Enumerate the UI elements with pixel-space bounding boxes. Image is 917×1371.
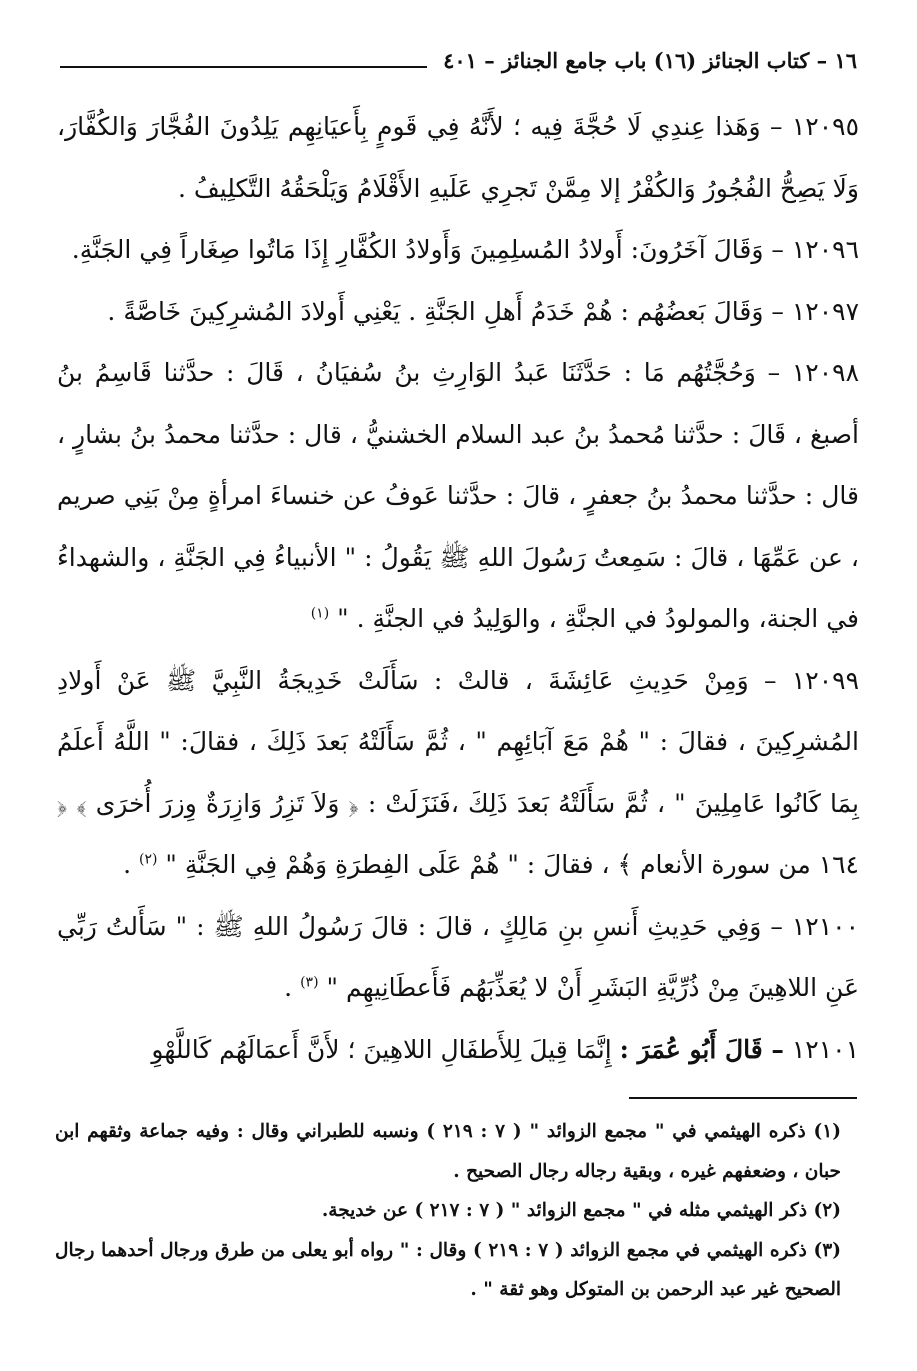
paragraph-text: إِنَّمَا قِيلَ لِلأَطفَالِ اللاهِينَ ؛ لأَنَّ أَعمَالَهُم كَاللَّهْوِ xyxy=(151,1034,612,1064)
footnote-ref-1[interactable]: (١) xyxy=(310,605,330,622)
paragraph-12098 xyxy=(57,342,859,650)
paragraph-lead: – قَالَ أَبُو عُمَرَ : xyxy=(619,1034,784,1064)
paragraph-text: – وَقَالَ آخَرُونَ: أَولادُ المُسلِمِينَ وَأَولادُ الكُفَّارِ إِذَا مَاتُوا صِغَاراً فِي الجَنَّةِ. xyxy=(71,235,784,264)
paragraph-number: ١٢٠٩٦ xyxy=(791,235,859,264)
footnote-ref-3[interactable]: (٣) xyxy=(300,974,319,991)
footnote-3 xyxy=(55,1231,841,1310)
footnote-2 xyxy=(55,1191,841,1231)
footnote-ref-2[interactable]: (٢) xyxy=(138,851,158,868)
paragraph-number: ١٢٠٩٨ xyxy=(791,358,859,387)
footnote-text: ذكر الهيثمي مثله في " مجمع الزوائد " ( ٧ : ٢١٧ ) عن خديجة. xyxy=(321,1200,808,1221)
footnote-1 xyxy=(55,1112,841,1191)
paragraph-text: – وَمِنْ حَدِيثِ عَائِشَةَ ، قالتْ : سَأَلَتْ خَدِيجَةُ النَّبِيَّ ﷺ عَنْ أَولادِ المُشرِكِينَ ، فقالَ : " هُمْ مَعَ آبَائِهِم " ، ثُمَّ سَأَلَتْهُ بَعدَ ذَلِكَ ، فقالَ: " اللَّهُ أَعلَمُ بِمَا كَانُوا عَامِلِينَ " ، ثُمَّ سَأَلَتْهُ بَعدَ ذَلِكَ ،فَنَزَلَتْ : ﴿ وَلاَ تَزِرُ وَازِرَةٌ وِزرَ أُخرَى ﴾ ﴿ ١٦٤ من سورة الأنعام ﴾ ، فقالَ : " هُمْ عَلَى الفِطرَةِ وَهُمْ فِي الجَنَّةِ " xyxy=(57,665,859,879)
paragraph-12100 xyxy=(57,896,859,1019)
paragraph-12095 xyxy=(57,96,859,219)
paragraph-text: – وَهَذا عِندِي لَا حُجَّةَ فِيه ؛ لأَنَّهُ فِي قَومٍ بِأَعيَانِهِم يَلِدُونَ الفُجَّارَ وَالكُفَّارَ، وَلَا يَصِحُّ الفُجُورُ وَالكُفْرُ إلا مِمَّنْ تَجرِي عَلَيهِ الأَقْلَامُ وَيَلْحَقُهُ التَّكلِيفُ . xyxy=(57,112,859,203)
paragraph-number: ١٢٠٩٧ xyxy=(791,296,859,326)
footnote-separator xyxy=(629,1097,857,1099)
paragraph-text: – وَقَالَ بَعضُهُم : هُمْ خَدَمُ أَهلِ الجَنَّةِ . يَعْنِي أَولادَ المُشرِكِينَ خَاصَّةً . xyxy=(107,296,784,326)
running-header xyxy=(60,40,857,80)
paragraph-12099 xyxy=(57,650,859,896)
footnote-marker: (٢) xyxy=(813,1200,841,1221)
footnote-text: ذكره الهيثمي في مجمع الزوائد ( ٧ : ٢١٩ ) وقال : " رواه أبو يعلى من طرق ورجال أحدهما رجال الصحيح غير عبد الرحمن بن المتوكل وهو ثقة " . xyxy=(55,1239,841,1300)
footnote-marker: (٣) xyxy=(813,1239,841,1261)
header-rule xyxy=(60,66,427,68)
paragraph-number: ١٢١٠١ xyxy=(791,1034,859,1064)
paragraph-text: – وَحُجَّتُهُم مَا : حَدَّثَنَا عَبدُ الوَارِثِ بنُ سُفيَانُ ، قَالَ : حدَّثنا قَاسِمُ بنُ أصبغ ، قَالَ : حدَّثنا مُحمدُ بنُ عبد السلام الخشنيُّ ، قال : حدَّثنا محمدُ بنُ بشارٍ ، قال : حدَّثنا محمدُ بنُ جعفرٍ ، قالَ : حدَّثنا عَوفُ عن خنساءَ امرأةٍ مِنْ بَنِي صريم ، عن عَمِّهَا ، قالَ : سَمِعتُ رَسُولَ اللهِ ﷺ يَقُولُ : " الأنبياءُ فِي الجَنَّةِ ، والشهداءُ في الجنة، والمولودُ في الجنَّةِ ، والوَلِيدُ في الجنَّةِ . " xyxy=(57,358,859,633)
footnotes xyxy=(55,1112,841,1310)
paragraph-tail: . xyxy=(284,973,293,1002)
paragraph-text: – وَفِي حَدِيثِ أَنسِ بنِ مَالِكٍ ، قالَ : قالَ رَسُولُ اللهِ ﷺ : " سَأَلتُ رَبِّي عَنِ اللاهِينَ مِنْ ذُرِّيَّةِ البَشَرِ أَنْ لا يُعَذِّبَهُم فَأَعطَانِيهِم " xyxy=(57,911,859,1002)
paragraph-number: ١٢٠٩٥ xyxy=(791,112,859,141)
paragraph-number: ١٢١٠٠ xyxy=(791,911,859,941)
paragraph-12096 xyxy=(57,219,859,281)
running-title: ١٦ – كتاب الجنائز (١٦) باب جامع الجنائز – ٤٠١ xyxy=(443,47,857,73)
footnote-marker: (١) xyxy=(813,1121,841,1142)
paragraph-12101 xyxy=(57,1019,859,1081)
paragraph-12097 xyxy=(57,281,859,343)
footnote-text: ذكره الهيثمي في " مجمع الزوائد " ( ٧ : ٢١٩ ) ونسبه للطبراني وقال : وفيه جماعة وثقهم ابن حبان ، وضعفهم غيره ، وبقية رجاله رجال الصحيح . xyxy=(55,1121,841,1182)
main-text xyxy=(57,96,859,1080)
paragraph-tail: . xyxy=(123,850,132,879)
paragraph-number: ١٢٠٩٩ xyxy=(791,665,860,695)
